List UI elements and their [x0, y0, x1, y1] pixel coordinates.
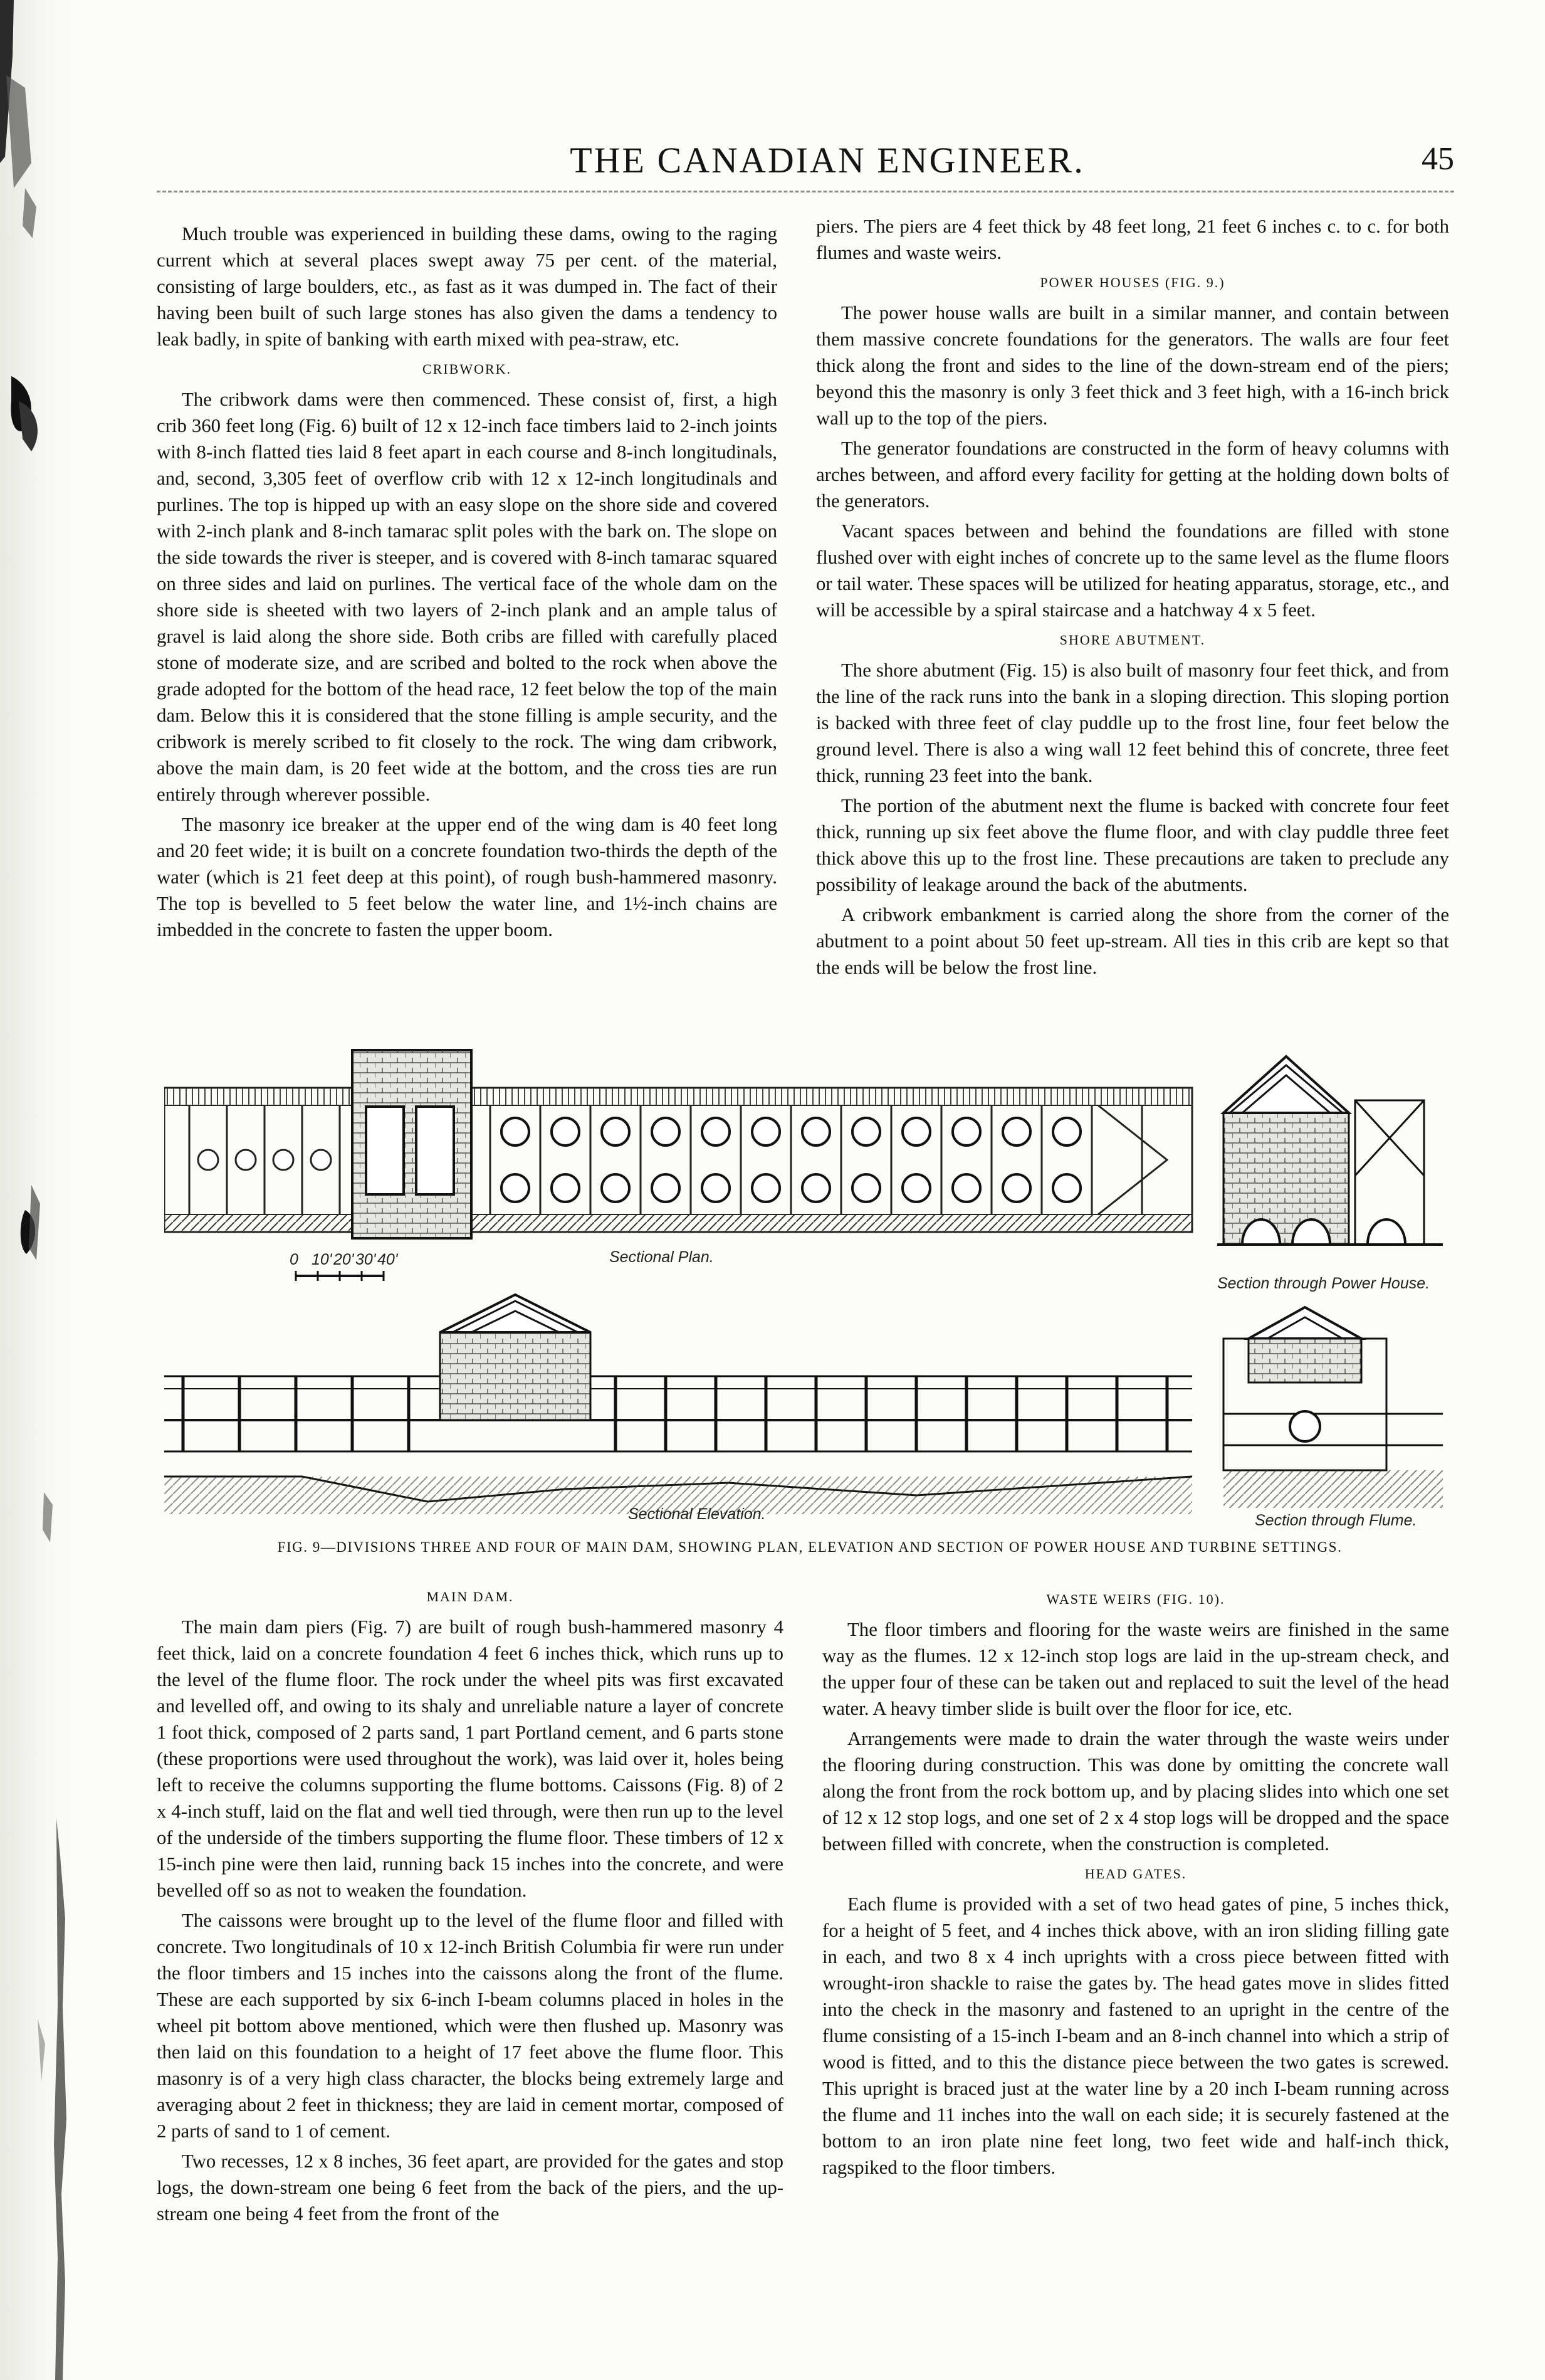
label-section-flume: Section through Flume. — [1255, 1512, 1417, 1529]
paragraph: Two recesses, 12 x 8 inches, 36 feet apart, are provided for the gates and stop logs, the down-stream one being 6 feet from the back of the piers, and the up-stream one being 4 feet from the front of the — [157, 2151, 788, 2225]
paragraph: The caissons were brought up to the level of the flume floor and filled with concrete. Two longitudinals of 10 x 12-inch British Columbia fir were run under the floor timbers and 15 inches into the caissons along the front of the flume. These are each supported by six 6-inch I-beam columns placed in holes in the wheel pit bottom above mentioned, which were then flushed up. Masonry was then laid on this foundation to a height of 17 feet above the flume floor. This masonry is of a very high class character, the blocks being extremely large and averaging about 2 feet in thickness; they are laid in cement mortar, composed of 2 parts of sand to 1 of cement. — [157, 1910, 788, 2142]
sectional-elevation — [164, 1295, 1192, 1514]
paragraph: The portion of the abutment next the flume is backed with concrete four feet thick, running up six feet above the flume floor, and with clay puddle three feet thick above this up to the frost line. These precautions are taken to preclude any possibility of leakage around the back of the abutments. — [816, 795, 1454, 895]
section-heading-power-houses: POWER HOUSES (FIG. 9.) — [1040, 275, 1225, 290]
label-section-power-house: Section through Power House. — [1217, 1275, 1430, 1292]
paragraph: The power house walls are built in a similar manner, and contain between them massive concrete foundations for the generators. The walls are four feet thick along the front and sides to the line of the down-stream end of the piers; beyond this the masonry is only 3 feet thick and 3 feet high, with a 16-inch brick wall up to the top of the piers. — [816, 302, 1454, 429]
section-heading-main-dam: MAIN DAM. — [426, 1589, 514, 1604]
paragraph: The shore abutment (Fig. 15) is also built of masonry four feet thick, and from the line of the rack runs into the bank in a sloping direction. This sloping portion is backed with three feet of clay puddle up to the frost line, four feet below the ground level. There is also a wing wall 12 feet behind this of concrete, three feet thick, running 23 feet into the bank. — [816, 660, 1454, 786]
binding-edge-marks — [0, 0, 70, 2380]
paragraph: Vacant spaces between and behind the foundations are filled with stone flushed over with eight inches of concrete up to the same level as the flume floors or tail water. These spaces will be utilized for heating apparatus, storage, etc., and will be accessible by a spiral staircase and a hatchway 4 x 5 feet. — [816, 520, 1454, 621]
paragraph: A cribwork embankment is carried along the shore from the corner of the abutment to a point about 50 feet up-stream. All ties in this crib are kept so that the ends will be below the frost line. — [816, 904, 1454, 978]
scale-label-0: 0 — [290, 1251, 298, 1268]
column-bottom-right — [822, 1580, 1454, 2181]
page-number: 45 — [1422, 141, 1454, 177]
paragraph: Each flume is provided with a set of two head gates of pine, 5 inches thick, for a height of 5 feet, and 4 inches thick above, with an iron sliding filling gate in each, and two 8 x 4 inch uprights with a cross piece between fitted with wrought-iron shackle to raise the gates by. The head gates move in slides fitted into the check in the masonry and fastened to an upright in the centre of the flume consisting of a 15-inch I-beam and an 8-inch channel into which a strip of wood is fitted, and to this the distance piece between the two gates is screwed. This upright is braced just at the water line by a 20 inch I-beam running across the flume and 11 inches into the wall on each side; it is securely fastened at the bottom to an iron plate nine feet long, two feet wide and half-inch thick, ragspiked to the floor timbers. — [822, 1893, 1454, 2178]
sectional-plan — [164, 1050, 1192, 1238]
paragraph: Much trouble was experienced in building these dams, owing to the raging current which at several places swept away 75 per cent. of the material, consisting of large boulders, etc., as fast as it was dumped in. The fact of their having been built of such large stones has also given the dams a tendency to leak badly, in spite of banking with earth mixed with pea-straw, etc. — [157, 223, 782, 350]
column-top-right — [816, 213, 1454, 981]
figure-9-engineering-drawing — [164, 1038, 1455, 1539]
scale-label-20: 20' — [333, 1251, 354, 1268]
section-heading-head-gates: HEAD GATES. — [1084, 1866, 1187, 1882]
paragraph: piers. The piers are 4 feet thick by 48 feet long, 21 feet 6 inches c. to c. for both flumes and waste weirs. — [816, 216, 1454, 263]
scale-bar — [296, 1271, 384, 1281]
paragraph: The cribwork dams were then commenced. These consist of, first, a high crib 360 feet long (Fig. 6) built of 12 x 12-inch face timbers laid to 2-inch joints with 8-inch flatted ties laid 8 feet apart in each course and 8-inch longitudinals, and, second, 3,305 feet of overflow crib with 12 x 12-inch longitudinals and purlines. The top is hipped up with an easy slope on the shore side and covered with 2-inch plank and 8-inch tamarac split poles with the bark on. The slope on the side towards the river is steeper, and is covered with 8-inch tamarac squared on three sides and laid on purlines. The vertical face of the whole dam on the shore side is sheeted with two layers of 2-inch plank and an ample talus of gravel is laid along the shore side. Both cribs are filled with carefully placed stone of moderate size, and are scribed and bolted to the rock when above the grade adopted for the bottom of the head race, 12 feet below the top of the main dam. Below this it is considered that the stone filling is ample security, and the cribwork is merely scribed to fit closely to the rock. The wing dam cribwork, above the main dam, is 20 feet wide at the bottom, and the cross ties are run entirely through wherever possible. — [157, 389, 782, 805]
scale-label-10: 10' — [312, 1251, 332, 1268]
section-flume — [1223, 1307, 1443, 1508]
column-bottom-left — [157, 1577, 788, 2227]
paragraph: The masonry ice breaker at the upper end of the wing dam is 40 feet long and 20 feet wide; it is built on a concrete foundation two-thirds the depth of the water (which is 21 feet deep at this point), of rough bush-hammered masonry. The top is bevelled to 5 feet below the water line, and 1½-inch chains are imbedded in the concrete to fasten the upper boom. — [157, 814, 782, 940]
label-sectional-plan: Sectional Plan. — [609, 1248, 714, 1266]
journal-title: THE CANADIAN ENGINEER. — [570, 140, 1085, 181]
figure-caption: FIG. 9—DIVISIONS THREE AND FOUR OF MAIN DAM, SHOWING PLAN, ELEVATION AND SECTION OF POWER HOUSE AND TURBINE SETTINGS. — [277, 1539, 1343, 1555]
section-heading-cribwork: CRIBWORK. — [422, 361, 512, 377]
section-heading-shore-abutment: SHORE ABUTMENT. — [1059, 632, 1206, 648]
running-header — [157, 137, 1454, 193]
scale-label-30: 30' — [355, 1251, 376, 1268]
label-sectional-elevation: Sectional Elevation. — [628, 1505, 766, 1523]
scale-label-40: 40' — [377, 1251, 398, 1268]
header-rule — [157, 191, 1454, 192]
paragraph: The floor timbers and flooring for the waste weirs are finished in the same way as the flumes. 12 x 12-inch stop logs are laid in the up-stream check, and the upper four of these can be taken out and replaced to suit the level of the head water. A heavy timber slide is built over the floor for ice, etc. — [822, 1619, 1454, 1719]
section-power-house — [1217, 1056, 1443, 1245]
section-heading-waste-weirs: WASTE WEIRS (FIG. 10). — [1046, 1591, 1225, 1607]
paragraph: The generator foundations are constructed in the form of heavy columns with arches between, and afford every facility for getting at the holding down bolts of the generators. — [816, 438, 1454, 512]
column-top-left — [157, 221, 782, 943]
paragraph: The main dam piers (Fig. 7) are built of rough bush-hammered masonry 4 feet thick, laid on a concrete foundation 4 feet 6 inches thick, which runs up to the level of the flume floor. The rock under the wheel pits was first excavated and levelled off, and owing to its shaly and unreliable nature a layer of concrete 1 foot thick, composed of 2 parts sand, 1 part Portland cement, and 6 parts stone (these proportions were used throughout the work), was laid over it, holes being left to receive the columns supporting the flume bottoms. Caissons (Fig. 8) of 2 x 4-inch stuff, laid on the flat and well tied through, were then run up to the level of the underside of the timbers supporting the flume floor. These timbers of 12 x 15-inch pine were then laid, running back 15 inches into the concrete, and were bevelled off so as not to weaken the foundation. — [157, 1616, 788, 1901]
paragraph: Arrangements were made to drain the water through the waste weirs under the flooring during construction. This was done by omitting the concrete wall along the front from the rock bottom up, and by placing slides into which one set of 12 x 12 stop logs, and one set of 2 x 4 stop logs will be dropped and the space between filled with concrete, when the construction is completed. — [822, 1728, 1454, 1855]
